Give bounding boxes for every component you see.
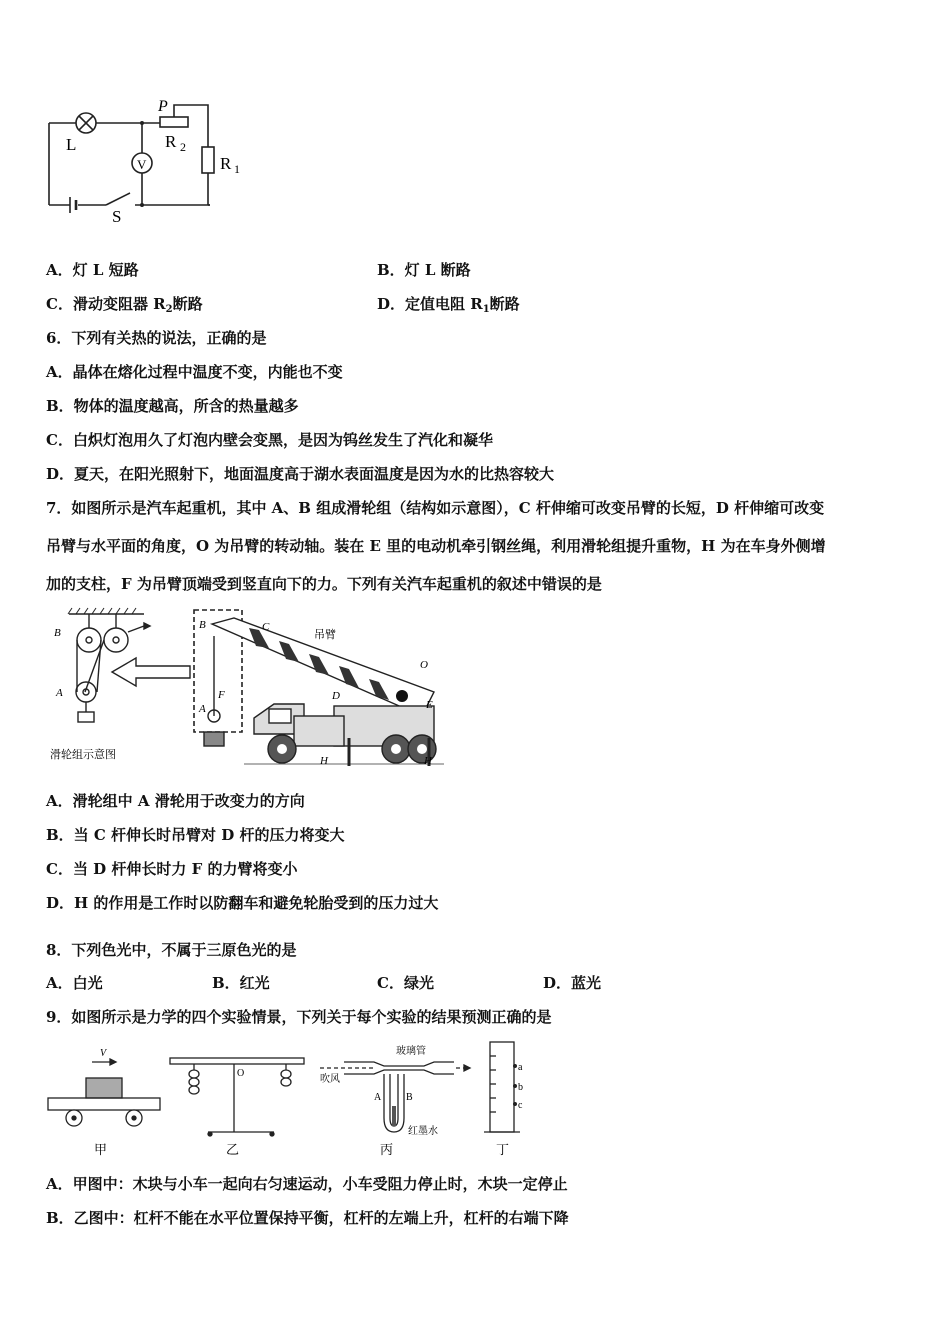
label-R2: R <box>165 132 177 151</box>
label-a: a <box>518 1062 523 1073</box>
label-S: S <box>112 207 122 226</box>
q7-option-a[interactable]: A．滑轮组中 A 滑轮用于改变力的方向 <box>46 792 305 810</box>
label-R1-sub: 1 <box>234 162 240 176</box>
label-R1: R <box>220 154 232 173</box>
crane-label-D: D <box>332 690 340 702</box>
q8-option-c[interactable]: C．绿光 <box>377 974 434 992</box>
q7-option-c[interactable]: C．当 D 杆伸长时力 F 的力臂将变小 <box>46 860 298 878</box>
crane-label-O: O <box>420 659 428 671</box>
label-c: c <box>518 1100 523 1111</box>
q7-stem-line2: 吊臂与水平面的角度，O 为吊臂的转动轴。装在 E 里的电动机牵引钢丝绳，利用滑轮组提升重物，H 为在车身外侧增 <box>46 537 826 555</box>
q8-option-d[interactable]: D．蓝光 <box>543 974 602 992</box>
label-v: V <box>100 1048 107 1059</box>
label-R2-sub: 2 <box>180 140 186 154</box>
q9-stem: 9．如图所示是力学的四个实验情景，下列关于每个实验的结果预测正确的是 <box>46 1008 552 1026</box>
mechanics-experiments-figure <box>44 1036 544 1160</box>
caption-ding: 丁 <box>496 1142 510 1157</box>
q5-option-b[interactable]: B．灯 L 断路 <box>377 261 471 279</box>
q5-option-a[interactable]: A．灯 L 短路 <box>46 261 139 279</box>
crane-pulley-caption: 滑轮组示意图 <box>50 749 116 761</box>
q5-option-c[interactable]: C．滑动变阻器 $R_2$断路 <box>46 295 203 315</box>
crane-label-H-right: H <box>424 755 432 767</box>
label-o: O <box>237 1068 245 1079</box>
label-A: A <box>374 1092 382 1103</box>
q6-option-d[interactable]: D．夏天，在阳光照射下，地面温度高于湖水表面温度是因为水的比热容较大 <box>46 465 555 483</box>
q7-option-d[interactable]: D．H 的作用是工作时以防翻车和避免轮胎受到的压力过大 <box>46 894 439 912</box>
q6-option-c[interactable]: C．白炽灯泡用久了灯泡内壁会变黑，是因为钨丝发生了汽化和凝华 <box>46 431 493 449</box>
q6-stem: 6．下列有关热的说法，正确的是 <box>46 329 267 347</box>
label-red-ink: 红墨水 <box>408 1126 438 1137</box>
crane-label-A: A <box>199 703 206 715</box>
q9-option-b[interactable]: B．乙图中：杠杆不能在水平位置保持平衡，杠杆的左端上升，杠杆的右端下降 <box>46 1209 569 1227</box>
q9-option-a[interactable]: A．甲图中：木块与小车一起向右匀速运动，小车受阻力停止时，木块一定停止 <box>46 1175 568 1193</box>
label-B: B <box>406 1092 413 1103</box>
crane-figure <box>44 606 444 776</box>
circuit-diagram <box>40 95 260 230</box>
caption-jia: 甲 <box>94 1142 108 1157</box>
label-P: P <box>158 98 168 115</box>
q7-stem-line1: 7．如图所示是汽车起重机，其中 A、B 组成滑轮组（结构如示意图），C 杆伸缩可改变吊臂的长短，D 杆伸缩可改变 <box>46 499 825 517</box>
q7-option-b[interactable]: B．当 C 杆伸长时吊臂对 D 杆的压力将变大 <box>46 826 345 844</box>
q8-stem: 8．下列色光中，不属于三原色光的是 <box>46 941 297 959</box>
label-glass-tube: 玻璃管 <box>396 1046 426 1057</box>
crane-boom-label: 吊臂 <box>314 629 336 641</box>
q6-option-a[interactable]: A．晶体在熔化过程中温度不变，内能也不变 <box>46 363 343 381</box>
crane-label-F: F <box>218 689 225 701</box>
label-b: b <box>518 1082 523 1093</box>
crane-label-H-left: H <box>320 755 328 767</box>
crane-label-B-left: B <box>54 627 61 639</box>
q8-option-b[interactable]: B．红光 <box>212 974 270 992</box>
crane-label-C: C <box>262 621 270 633</box>
label-L: L <box>66 135 77 154</box>
label-blow: 吹风 <box>320 1074 340 1085</box>
label-V: V <box>137 157 147 172</box>
q6-option-b[interactable]: B．物体的温度越高，所含的热量越多 <box>46 397 299 415</box>
crane-label-A-left: A <box>56 687 63 699</box>
q7-stem-line3: 加的支柱，F 为吊臂顶端受到竖直向下的力。下列有关汽车起重机的叙述中错误的是 <box>46 575 602 593</box>
crane-label-E: E <box>426 699 433 711</box>
caption-bing: 丙 <box>380 1142 394 1157</box>
caption-yi: 乙 <box>226 1142 240 1157</box>
q8-option-a[interactable]: A．白光 <box>46 974 103 992</box>
crane-label-B: B <box>199 619 206 631</box>
q5-option-d[interactable]: D．定值电阻 $R_1$断路 <box>377 295 520 315</box>
